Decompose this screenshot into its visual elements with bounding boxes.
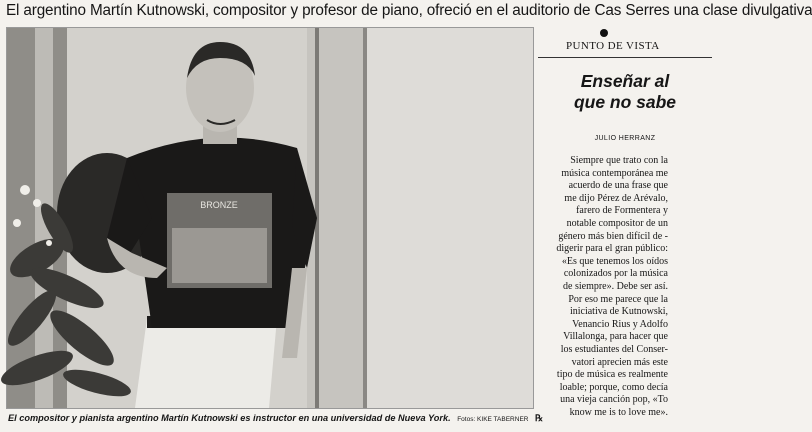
body-line: digerir para el gran público: bbox=[556, 243, 668, 255]
signature-mark: ℞ bbox=[535, 413, 544, 423]
body-line: una vieja canción pop, «To bbox=[560, 394, 668, 406]
body-line: loable; porque, como decía bbox=[559, 381, 668, 393]
body-line: me dijo Pérez de Arévalo, bbox=[564, 192, 668, 204]
photo-illustration bbox=[7, 28, 533, 408]
section-rule bbox=[538, 57, 712, 58]
body-line: iniciativa de Kutnowski, bbox=[569, 306, 668, 318]
news-photo bbox=[6, 27, 534, 409]
section-label: PUNTO DE VISTA bbox=[566, 40, 660, 52]
body-line: género más bien difícil de - bbox=[558, 230, 668, 242]
column-author: JULIO HERRANZ bbox=[594, 135, 656, 142]
body-line: «Es que tenemos los oídos bbox=[561, 255, 668, 267]
body-line: farero de Formentera y bbox=[576, 205, 668, 217]
photo-caption bbox=[8, 413, 544, 424]
body-line: Siempre que trato con la bbox=[570, 155, 668, 166]
column-title-line2: que no sabe bbox=[573, 92, 677, 112]
body-line: know me is to love me». bbox=[569, 406, 668, 418]
body-line: música contemporánea me bbox=[561, 167, 668, 179]
body-line: colonizados por la música bbox=[563, 268, 668, 280]
section-bullet bbox=[600, 29, 608, 37]
body-line: Venancio Rius y Adolfo bbox=[572, 318, 668, 330]
shirt-print-text: BRONZE bbox=[200, 200, 238, 210]
body-line: los estudiantes del Conser- bbox=[560, 343, 668, 355]
headline: El argentino Martín Kutnowski, compositor y profesor de piano, ofreció en el auditorio de Cas Serres una clase divulgativa bbox=[6, 2, 812, 19]
body-line: Por eso me parece que la bbox=[568, 293, 668, 305]
body-line: vatori aprecien más este bbox=[571, 356, 668, 368]
column-title bbox=[538, 71, 712, 113]
body-line: de siempre». Debe ser así. bbox=[563, 280, 668, 292]
body-line: Villalonga, para hacer que bbox=[563, 331, 668, 343]
column-divider bbox=[533, 27, 534, 407]
photo-credit: Fotos: KIKE TABERNER bbox=[457, 416, 529, 423]
opinion-column bbox=[538, 27, 712, 422]
column-title-line1: Enseñar al bbox=[580, 71, 670, 91]
body-line: acuerdo de una frase que bbox=[568, 180, 668, 192]
caption-text: El compositor y pianista argentino Martín Kutnowski es instructor en una universidad de Nueva York. bbox=[8, 413, 451, 423]
body-line: notable compositor de un bbox=[566, 217, 668, 229]
column-body bbox=[542, 155, 668, 419]
body-line: tipo de música es realmente bbox=[556, 369, 668, 381]
